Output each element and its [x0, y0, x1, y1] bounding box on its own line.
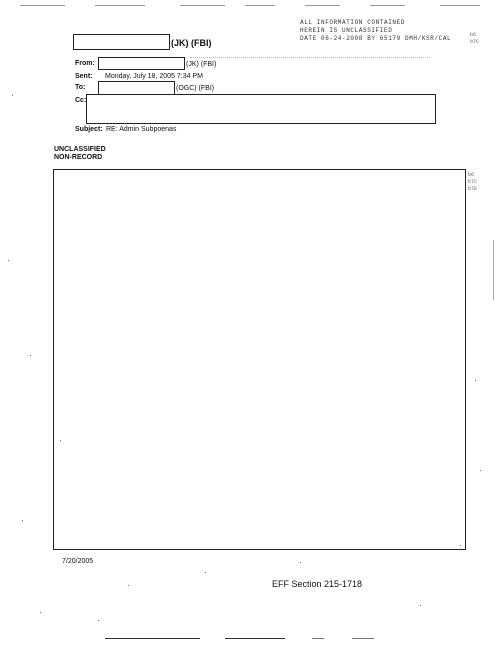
from-suffix: (JK) (FBI): [186, 61, 217, 68]
cc-label: Cc:: [75, 97, 87, 104]
redacted-from-name: [98, 57, 185, 70]
redacted-to-name: [98, 81, 175, 95]
scan-speck: [22, 520, 23, 521]
exemption-mark: b7E: [468, 186, 478, 192]
exemption-marks-mid: [468, 172, 477, 193]
sender-suffix: (JK) (FBI): [171, 38, 212, 48]
redacted-sender-name: [73, 34, 170, 50]
scan-edge-line: [225, 638, 285, 639]
scan-speck: [12, 95, 13, 96]
sent-value: Monday, July 18, 2005 7:34 PM: [105, 73, 203, 80]
scan-speck: [98, 620, 99, 621]
scan-edge-line: [440, 5, 480, 6]
stamp-line-1: ALL INFORMATION CONTAINED: [300, 19, 406, 26]
exemption-mark: b7C: [468, 179, 478, 185]
scan-speck: [460, 545, 461, 546]
faint-separator: [190, 57, 430, 58]
scan-edge-line: [352, 638, 374, 639]
scan-speck: [60, 440, 61, 441]
scan-speck: [475, 380, 476, 381]
scan-speck: [8, 260, 9, 261]
scan-speck: [300, 562, 301, 563]
footer-date: 7/20/2005: [62, 558, 94, 565]
footer-section-label: EFF Section 215-1718: [272, 579, 363, 589]
declassification-stamp: [300, 19, 451, 43]
redacted-message-body: [53, 169, 466, 550]
to-label: To:: [75, 84, 86, 91]
scan-speck: [480, 470, 481, 471]
exemption-mark: b6: [470, 32, 477, 38]
scan-edge-line: [105, 638, 200, 639]
scan-speck: [420, 605, 421, 606]
stamp-line-2: HEREIN IS UNCLASSIFIED: [300, 27, 393, 34]
to-suffix: (OGC) (FBI): [176, 85, 215, 92]
scan-edge-line: [370, 5, 405, 6]
scan-edge-line: [493, 240, 494, 300]
scan-speck: [128, 585, 129, 586]
scan-speck: [205, 572, 206, 573]
redacted-cc-recipients: [86, 94, 436, 124]
sent-label: Sent:: [75, 73, 93, 80]
scan-edge-line: [305, 5, 340, 6]
subject-label: Subject:: [75, 126, 103, 133]
scan-edge-line: [245, 5, 275, 6]
classification-line-2: NON-RECORD: [54, 154, 103, 161]
subject-value: RE: Admin Subpoenas: [106, 126, 177, 133]
classification-line-1: UNCLASSIFIED: [54, 146, 106, 153]
scan-edge-line: [312, 638, 324, 639]
exemption-marks-top: [470, 32, 479, 46]
exemption-mark: b6: [468, 172, 475, 178]
scan-speck: [40, 612, 41, 613]
scan-edge-line: [180, 5, 225, 6]
from-label: From:: [75, 60, 95, 67]
scan-edge-line: [95, 5, 145, 6]
exemption-mark: b7C: [470, 39, 480, 45]
stamp-line-3: DATE 06-24-2008 BY 65179 DMH/KSR/CAL: [300, 35, 452, 42]
scan-speck: [30, 355, 31, 356]
classification-block: [54, 146, 106, 162]
scan-edge-line: [20, 5, 65, 6]
